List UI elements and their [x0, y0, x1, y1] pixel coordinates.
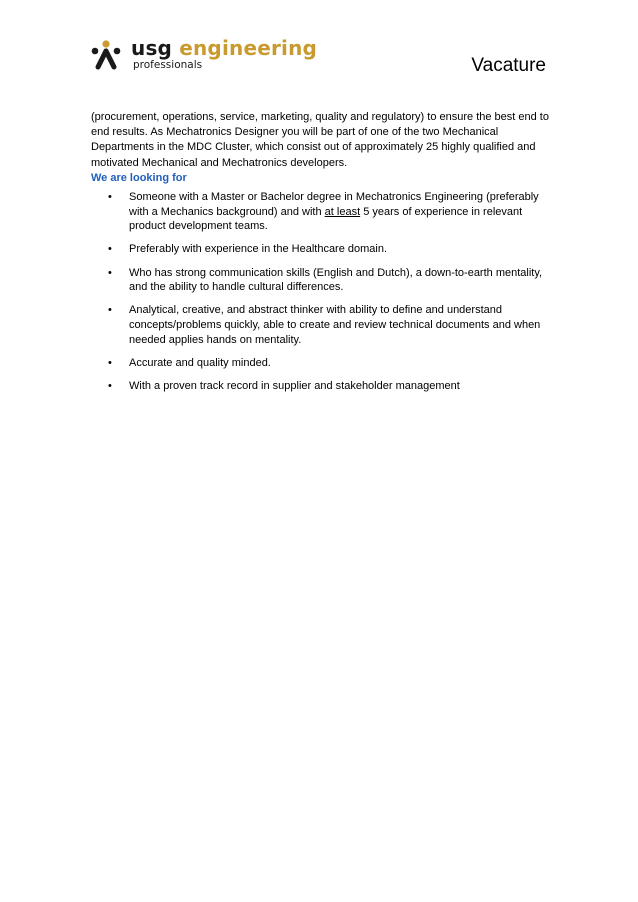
requirements-list: [91, 190, 551, 402]
list-item: [91, 190, 551, 234]
item-text: Who has strong communication skills (English and Dutch), a down-to-earth mentality, and the ability to handle cultural differences.: [129, 266, 543, 294]
bullet-icon: •: [108, 304, 112, 317]
company-logo: [90, 36, 318, 73]
bullet-icon: •: [108, 266, 112, 279]
intro-paragraph: (procurement, operations, service, marketing, quality and regulatory) to ensure the best end to end results. As Mechatronics Designer you will be part of one of the two Mechanical Departments in the MDC Cluster, which consist out of approximately 25 highly qualified and motivated Mechanical and Mechatronics developers.: [91, 111, 549, 169]
logo-word-engineering: engineering: [172, 36, 318, 60]
logo-word-usg: usg: [131, 36, 173, 60]
logo-subtitle: professionals: [133, 59, 203, 71]
document-type-title: Vacature: [471, 55, 546, 76]
logo-mark-icon: [90, 39, 122, 71]
item-text: Analytical, creative, and abstract thinker with ability to define and understand concepts/problems quickly, able to create and review technical documents and when needed applies hands on mentality.: [129, 304, 541, 346]
bullet-icon: •: [108, 379, 112, 392]
item-text-part: 5 years of experience in relevant product development teams.: [129, 205, 523, 233]
bullet-icon: •: [108, 243, 112, 256]
item-underlined-text: at least: [324, 205, 361, 218]
bullet-icon: •: [108, 191, 112, 203]
list-item: [91, 266, 551, 295]
item-text: Preferably with experience in the Healthcare domain.: [129, 243, 388, 256]
bullet-icon: •: [108, 356, 112, 369]
item-text: Accurate and quality minded.: [129, 356, 271, 369]
list-item: [91, 303, 551, 347]
logo-wordmark: [131, 36, 317, 60]
list-item: [91, 242, 551, 257]
list-item: [91, 356, 551, 371]
list-item: [91, 379, 551, 394]
item-text-part: Someone with a Master or Bachelor degree in Mechatronics Engineering (preferably with a Mechanics background) and with: [129, 191, 539, 218]
section-heading-looking-for: We are looking for: [91, 172, 187, 184]
item-text: With a proven track record in supplier and stakeholder management: [129, 379, 460, 392]
